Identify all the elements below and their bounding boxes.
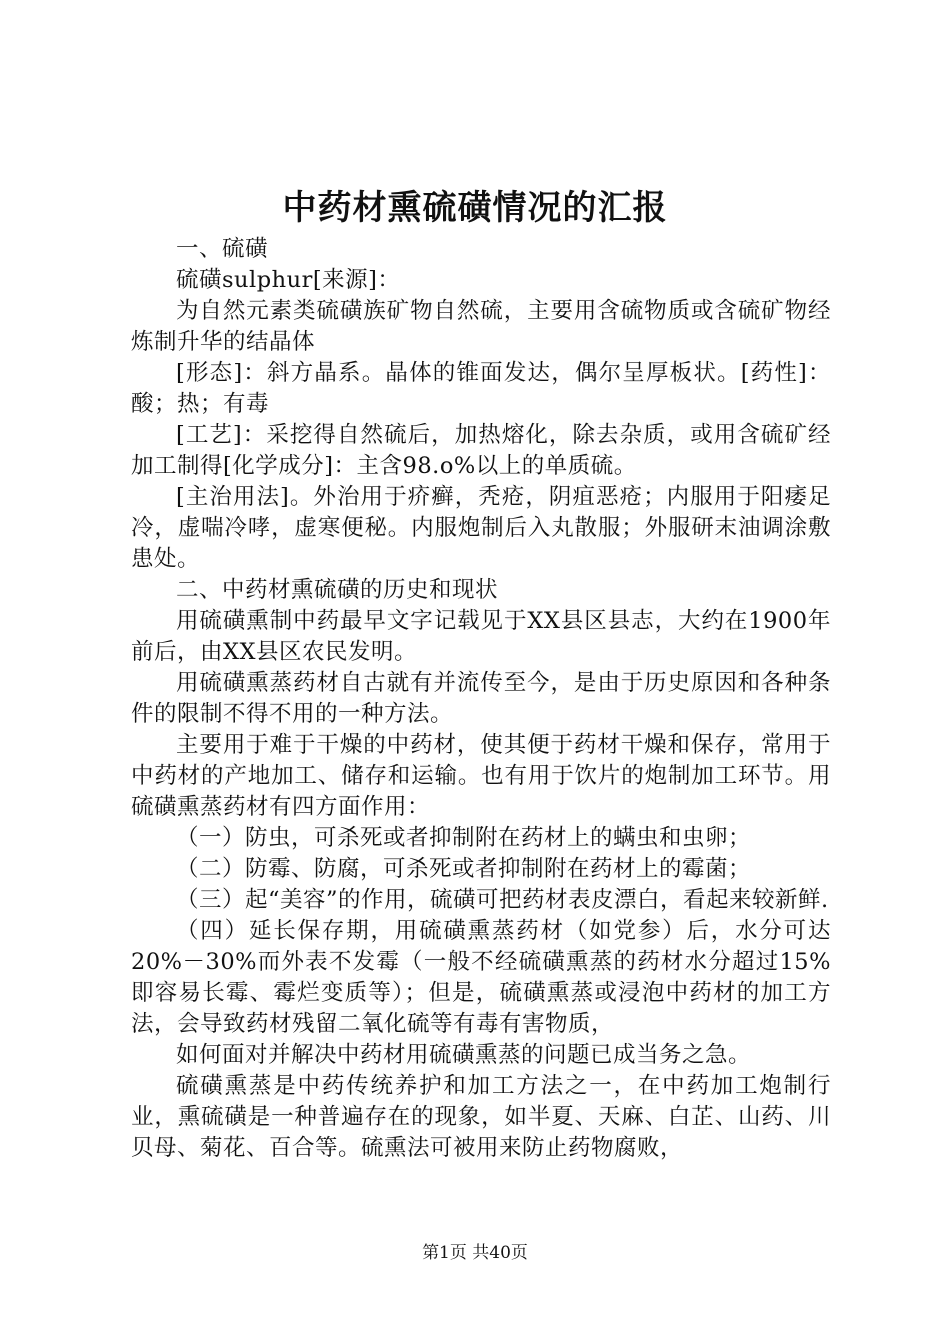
paragraph-fumigation: 硫磺熏蒸是中药传统养护和加工方法之一，在中药加工炮制行业，熏硫磺是一种普遍存在的现象，如半夏、天麻、白芷、山药、川贝母、菊花、百合等。硫熏法可被用来防止药物腐败， xyxy=(131,1073,831,1161)
section-heading-sulphur: 一、硫磺 xyxy=(176,236,269,262)
paragraph-earliest-record: 用硫磺熏制中药最早文字记载见于XX县区县志，大约在1900年前后，由XX县区农民发明。 xyxy=(131,608,831,665)
document-body xyxy=(131,234,831,1164)
document-title: 中药材熏硫磺情况的汇报 xyxy=(282,188,668,228)
paragraph-form: [形态]：斜方晶系。晶体的锥面发达，偶尔呈厚板状。[药性]：酸；热；有毒 xyxy=(131,360,831,417)
paragraph-urgency: 如何面对并解决中药材用硫磺熏蒸的问题已成当务之急。 xyxy=(176,1042,752,1068)
paragraph-main-use: 主要用于难于干燥的中药材，使其便于药材干燥和保存，常用于中药材的产地加工、储存和运输。也有用于饮片的炮制加工环节。用硫磺熏蒸药材有四方面作用： xyxy=(131,732,831,820)
page-footer: 第1页 共40页 xyxy=(422,1243,528,1263)
paragraph-process: [工艺]：采挖得自然硫后，加热熔化，除去杂质，或用含硫矿经加工制得[化学成分]：主含98.o%以上的单质硫。 xyxy=(131,422,831,479)
paragraph-usage: [主治用法]。外治用于疥癣，秃疮，阴疽恶疮；内服用于阳痿足冷，虚喘冷哮，虚寒便秘。内服炮制后入丸散服；外服研末油调涂敷患处。 xyxy=(131,484,831,572)
paragraph-source: 为自然元素类硫磺族矿物自然硫，主要用含硫物质或含硫矿物经炼制升华的结晶体 xyxy=(131,298,831,355)
list-item-beauty: （三）起“美容”的作用，硫磺可把药材表皮漂白，看起来较新鲜. xyxy=(176,887,829,913)
list-item-mold: （二）防霉、防腐，可杀死或者抑制附在药材上的霉菌； xyxy=(176,856,752,882)
paragraph-source-label: 硫磺sulphur[来源]： xyxy=(176,267,401,293)
list-item-insect: （一）防虫，可杀死或者抑制附在药材上的螨虫和虫卵； xyxy=(176,825,752,851)
section-heading-history: 二、中药材熏硫磺的历史和现状 xyxy=(176,577,499,603)
list-item-storage: （四）延长保存期，用硫磺熏蒸药材（如党参）后，水分可达20%－30%而外表不发霉（一般不经硫磺熏蒸的药材水分超过15%即容易长霉、霉烂变质等）；但是，硫磺熏蒸或浸泡中药材的加工方法，会导致药材残留二氧化硫等有毒有害物质， xyxy=(131,918,831,1037)
paragraph-tradition: 用硫磺熏蒸药材自古就有并流传至今，是由于历史原因和各种条件的限制不得不用的一种方法。 xyxy=(131,670,831,727)
